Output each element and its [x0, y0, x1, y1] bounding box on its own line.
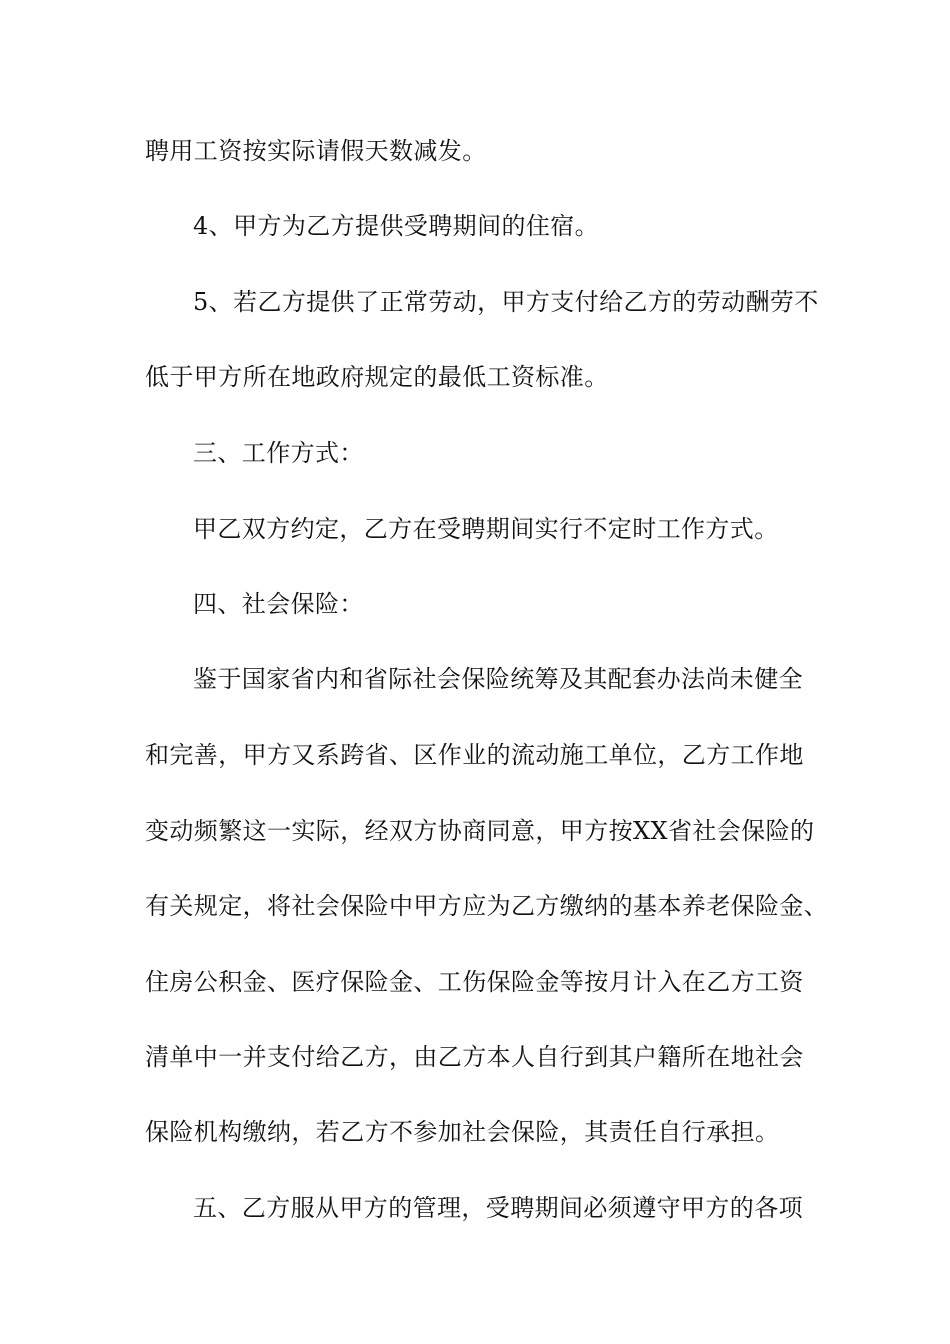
section-4-body-line: 清单中一并支付给乙方，由乙方本人自行到其户籍所在地社会 [145, 1043, 804, 1071]
section-4-body-line: 变动频繁这一实际，经双方协商同意，甲方按XX省社会保险的 [145, 817, 815, 845]
clause-4-text: 4、甲方为乙方提供受聘期间的住宿。 [193, 212, 600, 240]
section-4-body-line: 有关规定，将社会保险中甲方应为乙方缴纳的基本养老保险金、 [145, 892, 829, 920]
section-4-body-line: 鉴于国家省内和省际社会保险统筹及其配套办法尚未健全 [193, 665, 803, 693]
clause-5-text: 5、若乙方提供了正常劳动，甲方支付给乙方的劳动酬劳不 [193, 288, 819, 316]
section-4-body-line: 住房公积金、医疗保险金、工伤保险金等按月计入在乙方工资 [145, 968, 804, 996]
section-4-heading: 四、社会保险： [193, 590, 364, 618]
section-4-body-line: 保险机构缴纳，若乙方不参加社会保险，其责任自行承担。 [145, 1118, 780, 1146]
section-4-body-line: 和完善，甲方又系跨省、区作业的流动施工单位，乙方工作地 [145, 741, 804, 769]
section-3-heading: 三、工作方式： [193, 439, 364, 467]
section-5-heading: 五、乙方服从甲方的管理，受聘期间必须遵守甲方的各项 [193, 1194, 803, 1222]
section-3-body: 甲乙双方约定，乙方在受聘期间实行不定时工作方式。 [193, 515, 779, 543]
clause-5-text-continued: 低于甲方所在地政府规定的最低工资标准。 [145, 363, 609, 391]
text-line-continuation: 聘用工资按实际请假天数减发。 [145, 137, 487, 165]
